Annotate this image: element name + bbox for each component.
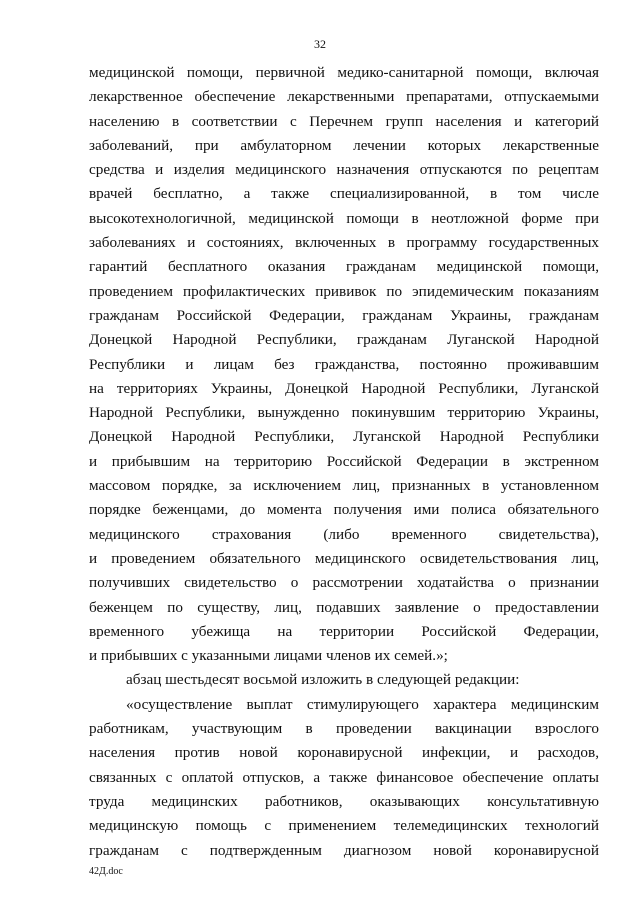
text-line: медицинского страхования (либо временного свидетельства), [89,525,599,543]
text-line: «осуществление выплат стимулирующего характера медицинским [126,695,599,713]
text-line: гражданам с подтвержденным диагнозом новой коронавирусной [89,841,599,859]
page-number: 32 [314,37,326,51]
text-line: труда медицинских работников, оказывающих консультативную [89,792,599,810]
text-line: Донецкой Народной Республики, Луганской Народной Республики [89,428,599,446]
text-line: врачей бесплатно, а также специализированной, в том числе [89,185,599,203]
text-line: и проведением обязательного медицинского освидетельствования лиц, [89,549,599,567]
text-line: работникам, участвующим в проведении вакцинации взрослого [89,720,599,738]
text-line: получивших свидетельство о рассмотрении ходатайства о признании [89,574,599,592]
text-line: заболеваниях и состояниях, включенных в программу государственных [89,234,599,252]
text-line: связанных с оплатой отпусков, а также финансовое обеспечение оплаты [89,768,599,786]
text-line: на территориях Украины, Донецкой Народной Республики, Луганской [89,379,599,397]
text-line: и прибывших с указанными лицами членов их семей.»; [89,647,448,665]
text-line: гражданам Российской Федерации, гражданам Украины, гражданам [89,306,599,324]
text-line: населения против новой коронавирусной инфекции, и расходов, [89,744,599,762]
text-line: Народной Республики, вынужденно покинувшим территорию Украины, [89,404,599,422]
text-line: гарантий бесплатного оказания гражданам медицинской помощи, [89,258,599,276]
text-line: медицинской помощи, первичной медико-санитарной помощи, включая [89,64,599,81]
text-line: массовом порядке, за исключением лиц, признанных в установленном [89,477,599,495]
document-body [89,61,599,863]
text-line: Республики и лицам без гражданства, постоянно проживавшим [89,355,599,373]
text-line: и прибывшим на территорию Российской Федерации в экстренном [89,452,599,470]
text-line: проведением профилактических прививок по эпидемическим показаниям [89,282,599,300]
text-line: медицинскую помощь с применением телемедицинских технологий [89,817,599,835]
text-line: Донецкой Народной Республики, гражданам Луганской Народной [89,331,599,349]
text-line: средства и изделия медицинского назначения отпускаются по рецептам [89,161,599,179]
text-line: временного убежища на территории Российской Федерации, [89,622,599,640]
text-line: высокотехнологичной, медицинской помощи в неотложной форме при [89,209,599,227]
paragraph-instruction: абзац шестьдесят восьмой изложить в следующей редакции: [126,671,520,689]
file-name-footer: 42Д.doc [89,866,123,877]
text-line: беженцем по существу, лиц, подавших заявление о предоставлении [89,598,599,616]
text-line: населению в соответствии с Перечнем групп населения и категорий [89,112,599,130]
text-line: заболеваний, при амбулаторном лечении которых лекарственные [89,136,599,154]
text-line: лекарственное обеспечение лекарственными препаратами, отпускаемыми [89,88,599,106]
text-line: порядке беженцами, до момента получения ими полиса обязательного [89,501,599,519]
